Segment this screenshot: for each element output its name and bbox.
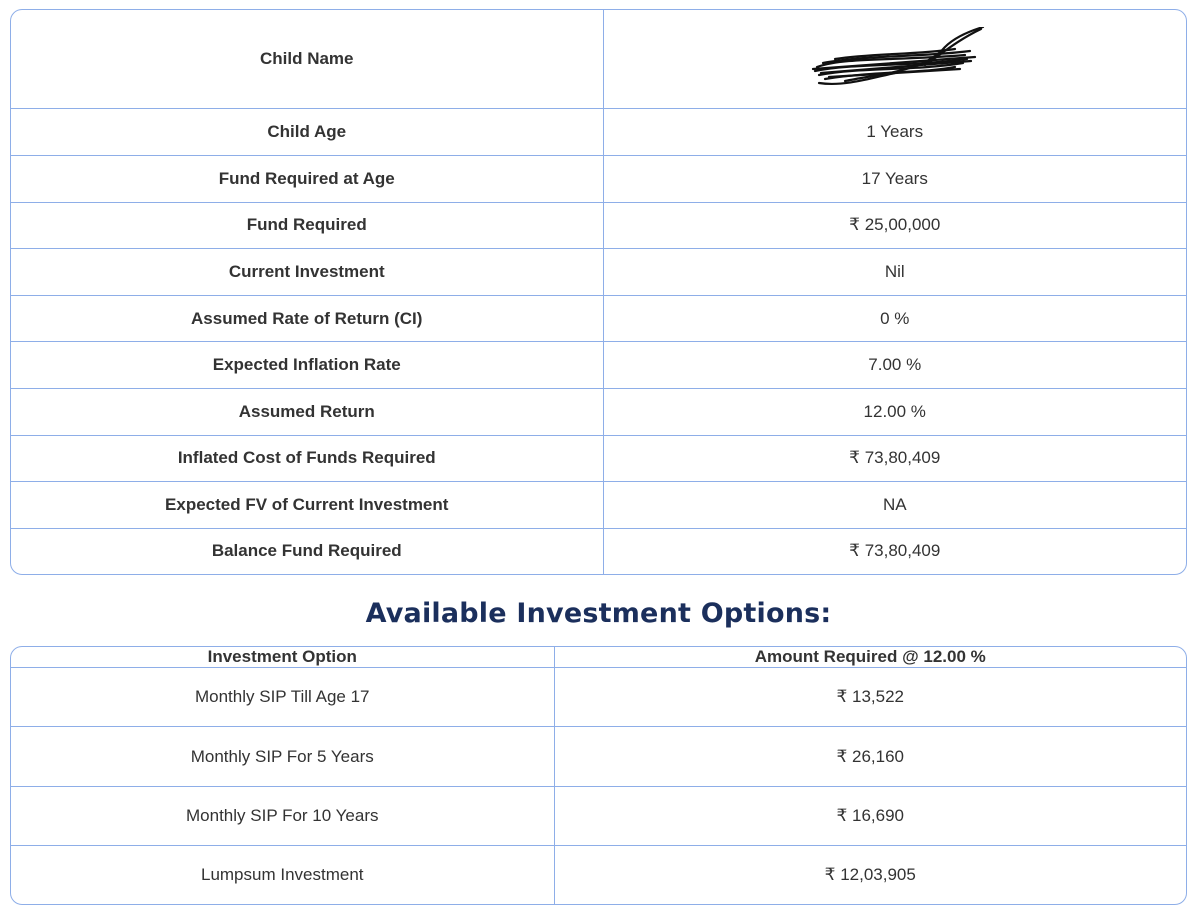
row-label: Assumed Return: [11, 389, 603, 436]
row-label: Assumed Rate of Return (CI): [11, 295, 603, 342]
row-value: 1 Years: [603, 109, 1186, 156]
table-row: [11, 435, 1186, 482]
row-label: Inflated Cost of Funds Required: [11, 435, 603, 482]
table-row: [11, 846, 1186, 904]
row-value: Nil: [603, 249, 1186, 296]
row-value: NA: [603, 482, 1186, 529]
option-name: Monthly SIP Till Age 17: [11, 668, 554, 727]
option-amount: ₹ 16,690: [554, 786, 1186, 845]
row-value: ₹ 73,80,409: [849, 541, 941, 561]
row-label-child-name: Child Name: [11, 10, 603, 109]
row-label: Fund Required: [11, 202, 603, 249]
table-header-row: [11, 647, 1186, 668]
row-value: 17 Years: [603, 155, 1186, 202]
table-row: [11, 668, 1186, 727]
row-value: 7.00 %: [603, 342, 1186, 389]
row-label: Child Age: [11, 109, 603, 156]
table-row: [11, 155, 1186, 202]
investment-options-table: [10, 646, 1187, 905]
table-row: [11, 727, 1186, 786]
section-title: Available Investment Options:: [365, 598, 832, 629]
table-row: [11, 389, 1186, 436]
row-value-child-name: [603, 10, 1186, 109]
table-row: [11, 10, 1186, 109]
row-value: 0 %: [603, 295, 1186, 342]
row-value: 12.00 %: [603, 389, 1186, 436]
row-label: Expected Inflation Rate: [11, 342, 603, 389]
table-row: [11, 482, 1186, 529]
redacted-scribble: [805, 37, 985, 81]
row-label: Current Investment: [11, 249, 603, 296]
column-header-amount: Amount Required @ 12.00 %: [554, 647, 1186, 668]
row-value: ₹ 25,00,000: [603, 202, 1186, 249]
row-label: Expected FV of Current Investment: [11, 482, 603, 529]
table-row: [11, 342, 1186, 389]
row-label: Fund Required at Age: [11, 155, 603, 202]
option-amount: ₹ 26,160: [554, 727, 1186, 786]
row-label: Balance Fund Required: [11, 528, 603, 574]
column-header-option: Investment Option: [11, 647, 554, 668]
option-name: Lumpsum Investment: [11, 846, 554, 904]
option-amount: ₹ 12,03,905: [824, 865, 916, 885]
table-row: [11, 786, 1186, 845]
table-row: [11, 202, 1186, 249]
option-name: Monthly SIP For 5 Years: [11, 727, 554, 786]
table-row: [11, 528, 1186, 574]
option-name: Monthly SIP For 10 Years: [11, 786, 554, 845]
row-value: ₹ 73,80,409: [603, 435, 1186, 482]
table-row: [11, 295, 1186, 342]
table-row: [11, 249, 1186, 296]
option-amount: ₹ 13,522: [554, 668, 1186, 727]
table-row: [11, 109, 1186, 156]
goal-summary-table: [10, 9, 1187, 575]
